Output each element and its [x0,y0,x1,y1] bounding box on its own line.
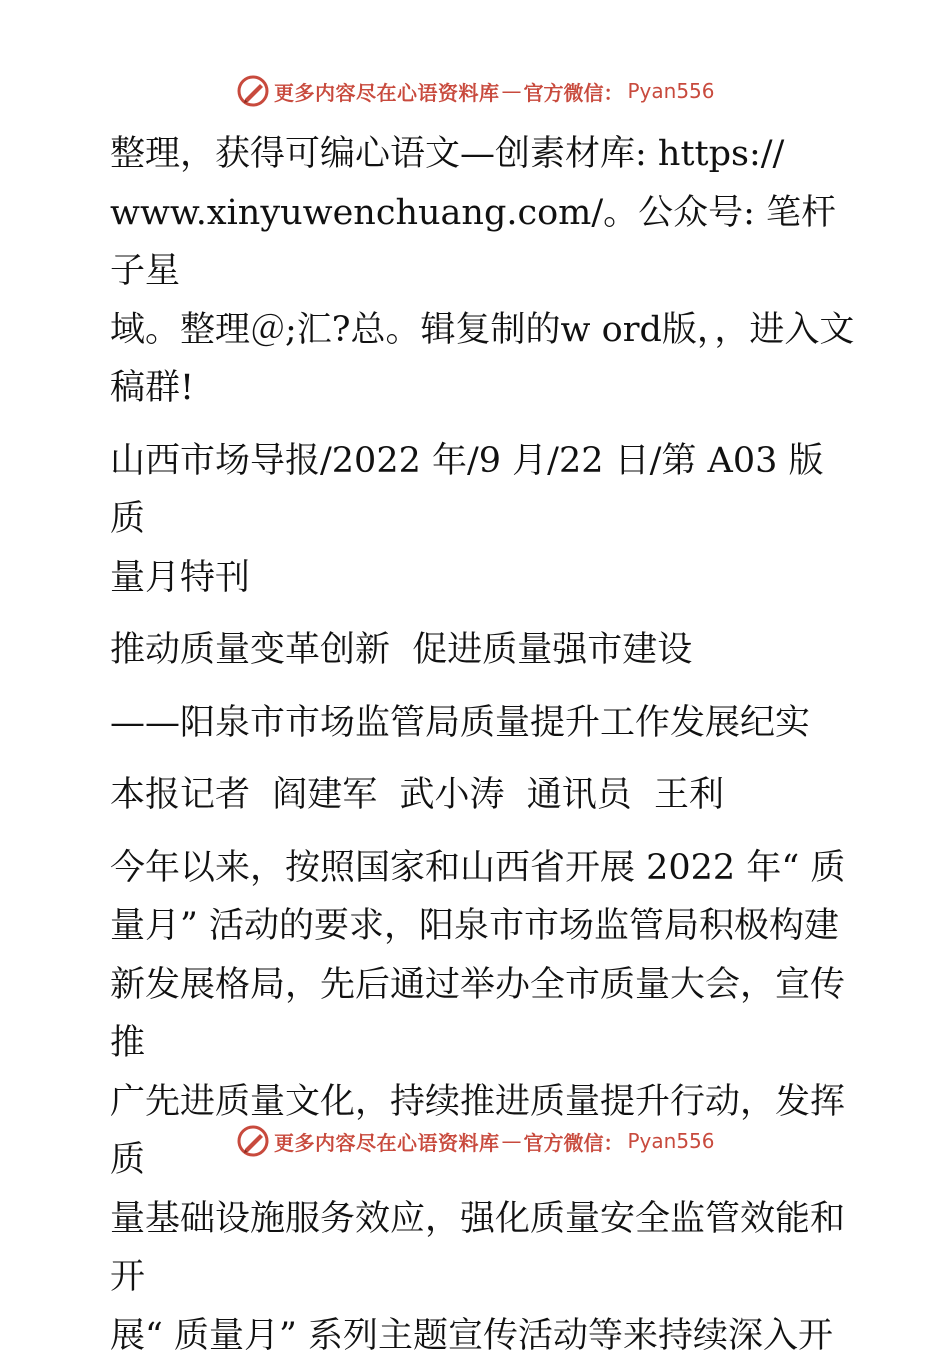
source-line [98,432,858,608]
watermark-brand-text: 更多内容尽在心语资料库 [274,1127,500,1156]
article-title [98,621,858,680]
body-paragraph [98,839,858,1365]
text-line: ——阳泉市市场监管局质量提升工作发展纪实 [110,703,810,743]
text-line: 今年以来，按照国家和山西省开展 2022 年“ 质 [110,848,845,888]
text-line: 量月特刊 [110,558,250,598]
header-watermark [236,74,715,108]
watermark-wechat-id: Pyan556 [628,1129,715,1153]
text-line: 推动质量变革创新 促进质量强市建设 [110,630,692,670]
pen-logo-icon [236,74,270,108]
watermark-dash: — [502,1129,522,1153]
watermark-official-label: 官方微信： [524,77,624,106]
text-line: 量基础设施服务效应，强化质量安全监管效能和开 [110,1199,845,1298]
document-body [98,125,858,1365]
text-line: 整理，获得可编心语文—创素材库: https:// [110,134,784,174]
text-line: 山西市场导报/2022 年/9 月/22 日/第 A03 版质 [110,441,824,540]
watermark-official-label: 官方微信： [524,1127,624,1156]
footer-watermark [236,1124,715,1158]
watermark-dash: — [502,79,522,103]
text-line: www.xinyuwenchuang.com/。公众号: 笔杆子星 [110,193,836,292]
text-line: 新发展格局，先后通过举办全市质量大会，宣传推 [110,965,845,1064]
article-subtitle [98,694,858,753]
pen-logo-icon [236,1124,270,1158]
text-line: 本报记者 阎建军 武小涛 通讯员 王利 [110,775,724,815]
byline [98,766,858,825]
watermark-brand-text: 更多内容尽在心语资料库 [274,77,500,106]
text-line: 量月” 活动的要求，阳泉市市场监管局积极构建 [110,906,839,946]
text-line: 展“ 质量月” 系列主题宣传活动等来持续深入开 [110,1316,833,1356]
intro-paragraph [98,125,858,418]
text-line: 域。整理＠;汇?总。辑复制的w ord版，，进入文 [110,310,854,350]
watermark-wechat-id: Pyan556 [628,79,715,103]
text-line: 稿群! [110,368,194,408]
text-line: 广先进质量文化，持续推进质量提升行动，发挥质 [110,1082,845,1181]
